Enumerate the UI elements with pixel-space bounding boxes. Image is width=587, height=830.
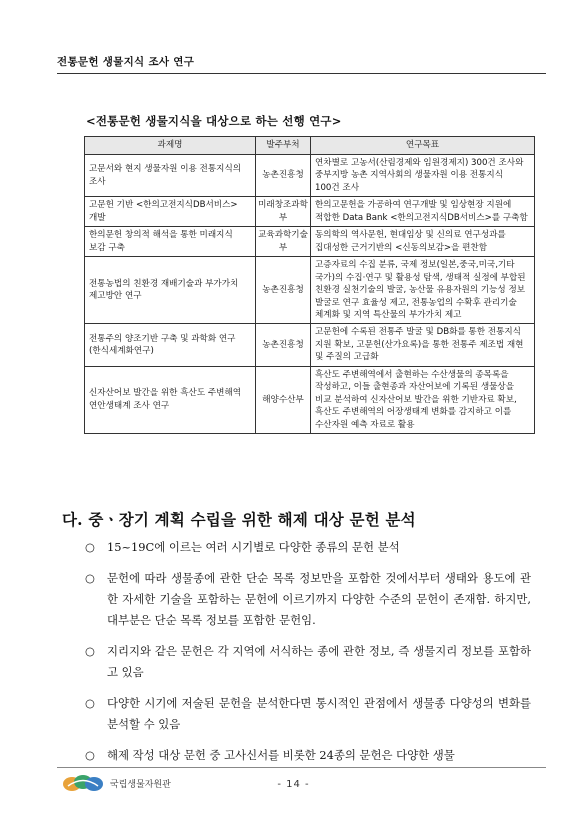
cell-ministry: 농촌진흥청 xyxy=(256,257,311,324)
list-item-text: 해제 작성 대상 문헌 중 고사신서를 비롯한 24종의 문헌은 다양한 생물 xyxy=(107,748,455,762)
cell-ministry: 미래창조과학부 xyxy=(256,197,311,227)
list-item-text: 다양한 시기에 저술된 문헌을 분석한다면 통시적인 관점에서 생물종 다양성의 변화를 분석할 수 있음 xyxy=(107,696,531,731)
institution-name: 국립생물자원관 xyxy=(110,779,171,790)
table-row xyxy=(85,227,535,257)
list-item xyxy=(85,568,531,631)
cell-project: 고문헌 기반 <한의고전지식DB서비스> 개발 xyxy=(85,197,256,227)
list-item xyxy=(85,537,531,558)
cell-project: 신자산어보 발간을 위한 흑산도 주변해역 연안생태계 조사 연구 xyxy=(85,366,256,433)
circle-bullet-icon: ○ xyxy=(85,696,95,710)
cell-goal: 한의고문헌을 가공하여 연구개발 및 임상현장 지원에 적합한 Data Bank <한의고전지식DB서비스>를 구축함 xyxy=(311,197,535,227)
cell-goal: 흑산도 주변해역에서 출현하는 수산생물의 종목록을 작성하고, 이들 출현종과 자산어보에 기록된 생물상을 비교 분석하여 신자산어보 발간을 위한 기반자료 확보, 흑산도 주변해역의 어장생태계 변화를 감지하고 이를 수산자원 예측 자료로 활용 xyxy=(311,366,535,433)
circle-bullet-icon: ○ xyxy=(85,644,95,658)
table-row xyxy=(85,257,535,324)
circle-bullet-icon: ○ xyxy=(85,540,95,554)
cell-goal: 고증자료의 수집 분류, 국제 정보(일본,중국,미국,기타 국가)의 수집·연구 및 활용성 탐색, 생태적 실정에 부합된 친환경 실천기술의 발굴, 농산물 유용자원의 기능성 정보 발굴로 연구 효율성 제고, 전통농업의 수확후 관리기술 체계화 및 지역 특산물의 부가가치 제고 xyxy=(311,257,535,324)
cell-ministry: 교육과학기술부 xyxy=(256,227,311,257)
column-header-goal: 연구목표 xyxy=(311,137,535,155)
footer-rule xyxy=(57,767,546,768)
table-row xyxy=(85,366,535,433)
page-number: - 14 - xyxy=(277,779,310,790)
cell-ministry: 농촌진흥청 xyxy=(256,155,311,197)
section-heading: 다. 중ㆍ장기 계획 수립을 위한 해제 대상 문헌 분석 xyxy=(62,510,416,529)
list-item-text: 15~19C에 이르는 여러 시기별로 다양한 종류의 문헌 분석 xyxy=(107,540,400,554)
table-row xyxy=(85,324,535,366)
column-header-project: 과제명 xyxy=(85,137,256,155)
list-item-text: 지리지와 같은 문헌은 각 지역에 서식하는 종에 관한 정보, 즉 생물지리 정보를 포함하고 있음 xyxy=(107,644,531,679)
list-item xyxy=(85,693,531,735)
list-item xyxy=(85,641,531,683)
cell-ministry: 농촌진흥청 xyxy=(256,324,311,366)
prior-research-table xyxy=(84,136,535,434)
cell-goal: 동의학의 역사문헌, 현대임상 및 신의료 연구성과를 집대성한 근거기반의 <신동의보감>을 편찬함 xyxy=(311,227,535,257)
running-header: 전통문헌 생물지식 조사 연구 xyxy=(57,56,195,68)
circle-bullet-icon: ○ xyxy=(85,748,95,762)
cell-goal: 고문헌에 수록된 전통주 발굴 및 DB화를 통한 전통지식 지원 확보, 고문헌(산가요록)을 통한 전통주 제조법 재현 및 주질의 고급화 xyxy=(311,324,535,366)
header-rule xyxy=(57,73,546,74)
cell-project: 고문서와 현지 생물자원 이용 전통지식의 조사 xyxy=(85,155,256,197)
cell-ministry: 해양수산부 xyxy=(256,366,311,433)
column-header-ministry: 발주부처 xyxy=(256,137,311,155)
circle-bullet-icon: ○ xyxy=(85,571,95,585)
bullet-list xyxy=(85,537,531,776)
cell-project: 한의문헌 창의적 해석을 통한 미래지식 보감 구축 xyxy=(85,227,256,257)
table-row xyxy=(85,155,535,197)
list-item xyxy=(85,745,531,766)
list-item-text: 문헌에 따라 생물종에 관한 단순 목록 정보만을 포함한 것에서부터 생태와 용도에 관한 자세한 기술을 포함하는 문헌에 이르기까지 다양한 수준의 문헌이 존재함. 하지만, 대부분은 단순 목록 정보를 포함한 문헌임. xyxy=(107,571,531,627)
cell-project: 전통농법의 친환경 재배기술과 부가가치 제고방안 연구 xyxy=(85,257,256,324)
table-caption: <전통문헌 생물지식을 대상으로 하는 선행 연구> xyxy=(86,114,342,128)
cell-project: 전통주의 양조기반 구축 및 과학화 연구(한식세계화연구) xyxy=(85,324,256,366)
cell-goal: 연차별로 고농서(산림경제와 임원경제지) 300건 조사와 중부지방 농촌 지역사회의 생물자원 이용 전통지식 100건 조사 xyxy=(311,155,535,197)
table-row xyxy=(85,197,535,227)
table-header-row xyxy=(85,137,535,155)
